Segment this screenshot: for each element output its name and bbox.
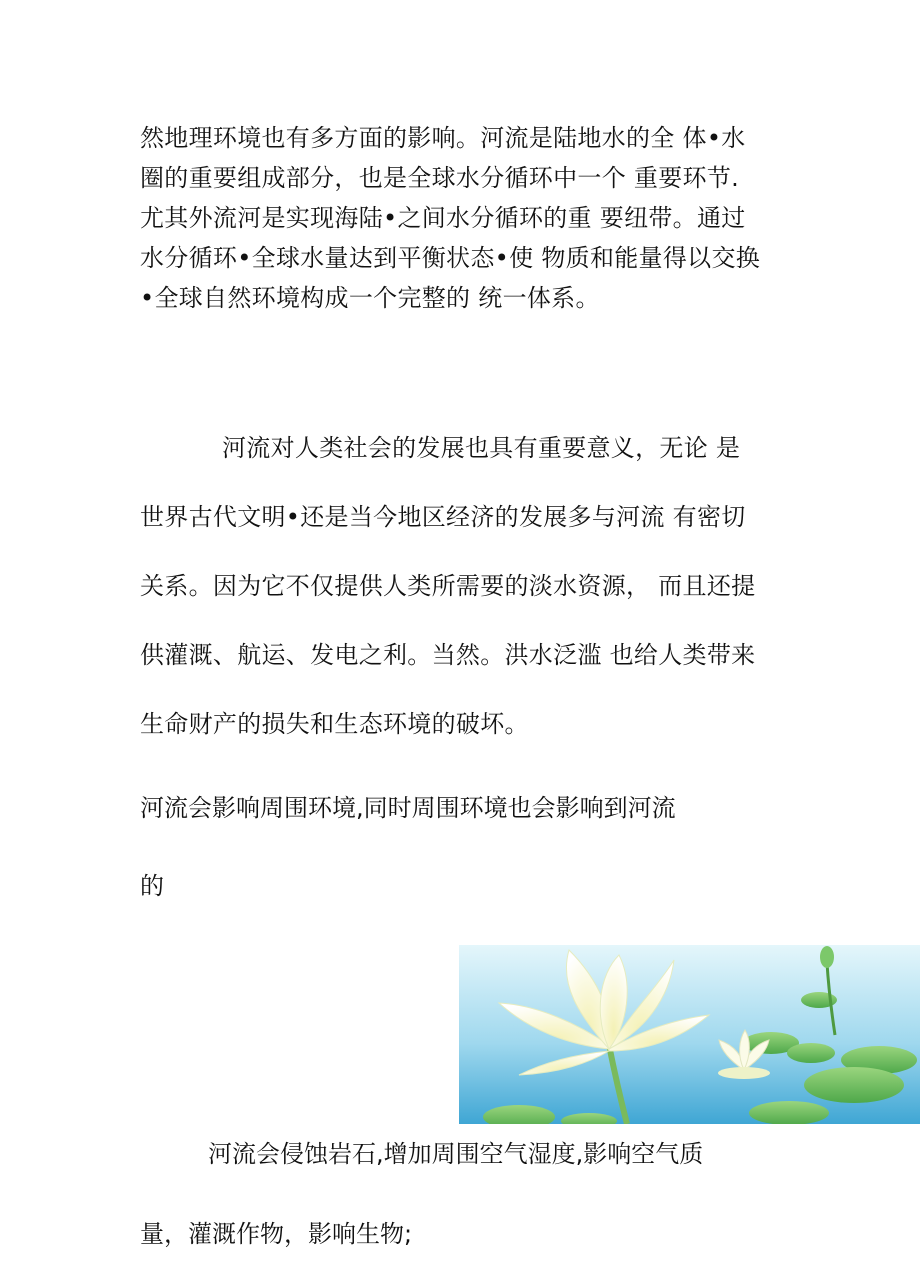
paragraph-4-line-2: 量，灌溉作物，影响生物; <box>140 1220 413 1248</box>
text-line: 关系。因为它不仅提供人类所需要的淡水资源， 而且还提 <box>140 572 756 600</box>
paragraph-1 <box>140 118 780 318</box>
paragraph-3-line-2: 的 <box>140 872 164 900</box>
text-line: 供灌溉、航运、发电之利。当然。洪水泛滥 也给人类带来 <box>140 641 756 669</box>
text-line: 圈的重要组成部分，也是全球水分循环中一个 重要环节. <box>140 164 740 192</box>
text-line: 然地理环境也有多方面的影响。河流是陆地水的全 体•水 <box>140 124 746 152</box>
text-line: 世界古代文明•还是当今地区经济的发展多与河流 有密切 <box>140 503 746 531</box>
lotus-pond-icon <box>459 945 920 1124</box>
paragraph-4-line-1: 河流会侵蚀岩石,增加周围空气湿度,影响空气质 <box>208 1140 704 1168</box>
text-line: 河流对人类社会的发展也具有重要意义，无论 是 <box>222 434 741 462</box>
text-line: 尤其外流河是实现海陆•之间水分循环的重 要纽带。通过 <box>140 204 746 232</box>
text-line: 水分循环•全球水量达到平衡状态•使 物质和能量得以交换 <box>140 244 761 272</box>
paragraph-2 <box>140 414 780 759</box>
text-line: •全球自然环境构成一个完整的 统一体系。 <box>140 284 600 312</box>
text-line: 生命财产的损失和生态环境的破坏。 <box>140 710 529 738</box>
lotus-pond-illustration <box>459 945 920 1124</box>
paragraph-3-line-1: 河流会影响周围环境,同时周围环境也会影响到河流 <box>140 794 676 822</box>
